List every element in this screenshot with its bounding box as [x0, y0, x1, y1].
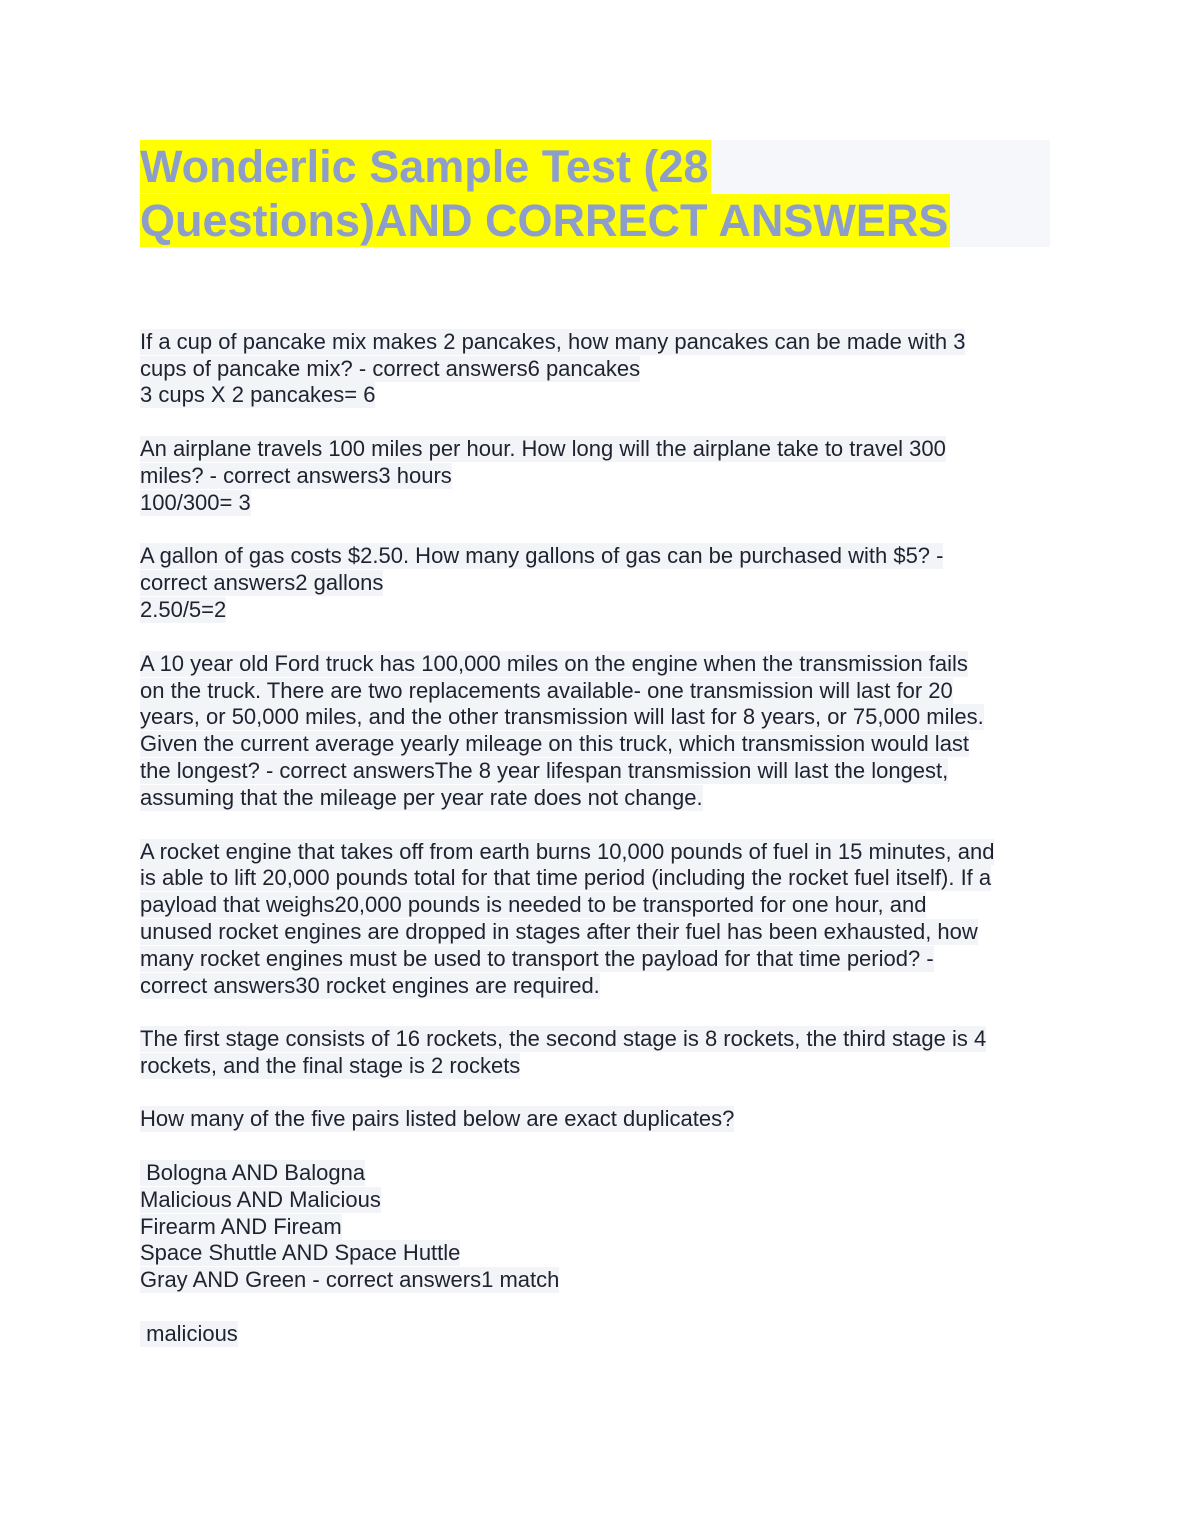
- text-line: years, or 50,000 miles, and the other transmission will last for 8 years, or 75,000 miles.: [140, 704, 984, 729]
- text-line: A rocket engine that takes off from earth burns 10,000 pounds of fuel in 15 minutes, and: [140, 839, 995, 864]
- text-line: 2.50/5=2: [140, 597, 227, 622]
- title-line-2: Questions)AND CORRECT ANSWERS: [140, 195, 949, 246]
- text-line: payload that weighs20,000 pounds is needed to be transported for one hour, and: [140, 892, 927, 917]
- text-line: cups of pancake mix? - correct answers6 pancakes: [140, 356, 641, 381]
- list-item: Bologna AND Balogna: [140, 1160, 366, 1185]
- text-line: correct answers2 gallons: [140, 570, 384, 595]
- list-item: Malicious AND Malicious: [140, 1187, 381, 1212]
- text-line: correct answers30 rocket engines are required.: [140, 973, 600, 998]
- list-item: Gray AND Green - correct answers1 match: [140, 1267, 560, 1292]
- text-line: 3 cups X 2 pancakes= 6: [140, 382, 376, 407]
- text-line: malicious: [140, 1321, 238, 1346]
- text-line: Given the current average yearly mileage on this truck, which transmission would last: [140, 731, 970, 756]
- text-line: The first stage consists of 16 rockets, the second stage is 8 rockets, the third stage is 4: [140, 1026, 987, 1051]
- text-line: is able to lift 20,000 pounds total for that time period (including the rocket fuel itself). If a: [140, 865, 992, 890]
- text-line: on the truck. There are two replacements available- one transmission will last for 20: [140, 678, 953, 703]
- text-line: How many of the five pairs listed below are exact duplicates?: [140, 1106, 735, 1131]
- list-item: Firearm AND Fiream: [140, 1214, 342, 1239]
- text-line: the longest? - correct answersThe 8 year lifespan transmission will last the longest,: [140, 758, 949, 783]
- text-line: A 10 year old Ford truck has 100,000 miles on the engine when the transmission fails: [140, 651, 968, 676]
- text-line: An airplane travels 100 miles per hour. How long will the airplane take to travel 300: [140, 436, 946, 461]
- list-item: Space Shuttle AND Space Huttle: [140, 1240, 461, 1265]
- text-line: many rocket engines must be used to transport the payload for that time period? -: [140, 946, 934, 971]
- title-line-1: Wonderlic Sample Test (28: [140, 141, 709, 192]
- text-line: A gallon of gas costs $2.50. How many gallons of gas can be purchased with $5? -: [140, 543, 944, 568]
- text-line: rockets, and the final stage is 2 rockets: [140, 1053, 521, 1078]
- text-line: If a cup of pancake mix makes 2 pancakes, how many pancakes can be made with 3: [140, 329, 966, 354]
- text-line: assuming that the mileage per year rate does not change.: [140, 785, 703, 810]
- text-line: 100/300= 3: [140, 490, 251, 515]
- document-title: [140, 140, 1050, 247]
- text-line: unused rocket engines are dropped in stages after their fuel has been exhausted, how: [140, 919, 978, 944]
- text-line: miles? - correct answers3 hours: [140, 463, 452, 488]
